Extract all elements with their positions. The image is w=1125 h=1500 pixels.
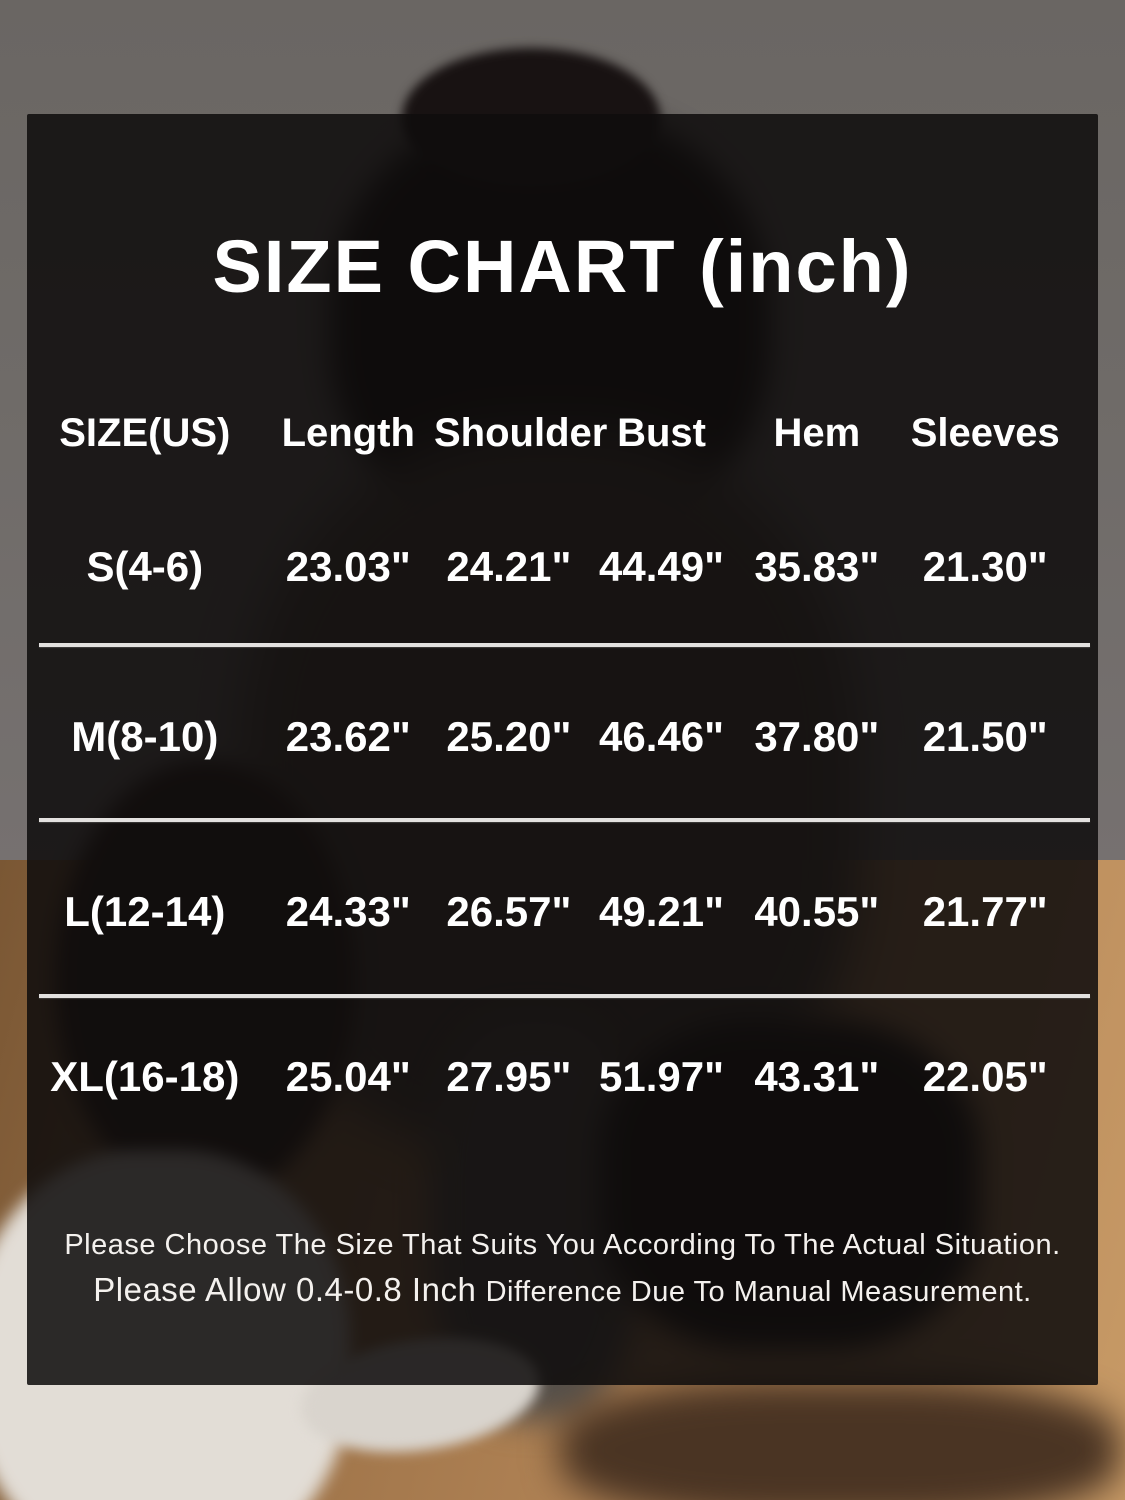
table-header-row xyxy=(27,407,1098,459)
bust-value: 46.46" xyxy=(599,713,725,760)
row-divider xyxy=(39,994,1090,998)
measurement-note xyxy=(47,1227,1078,1312)
bust-value: 44.49" xyxy=(599,543,725,590)
sleeves-value: 21.30" xyxy=(922,543,1048,590)
size-label: L(12-14) xyxy=(64,888,226,935)
table-row-l xyxy=(27,885,1098,939)
sleeves-value: 21.77" xyxy=(922,888,1048,935)
shoulder-value: 27.95" xyxy=(446,1053,572,1100)
shoulder-value: 25.20" xyxy=(446,713,572,760)
column-header-sleeves: Sleeves xyxy=(910,410,1060,455)
sleeves-value: 21.50" xyxy=(922,713,1048,760)
length-value: 25.04" xyxy=(285,1053,411,1100)
length-value: 23.62" xyxy=(285,713,411,760)
shoulder-value: 24.21" xyxy=(446,543,572,590)
shoulder-value: 26.57" xyxy=(446,888,572,935)
bust-value: 51.97" xyxy=(599,1053,725,1100)
column-header-bust: Bust xyxy=(617,410,706,455)
column-header-size: SIZE(US) xyxy=(59,410,231,455)
size-label: S(4-6) xyxy=(86,543,204,590)
column-header-hem: Hem xyxy=(773,410,861,455)
page-title: SIZE CHART (inch) xyxy=(212,225,913,308)
hem-value: 37.80" xyxy=(754,713,880,760)
note-line-2-rest: Difference Due To Manual Measurement. xyxy=(485,1275,1032,1308)
size-chart-content xyxy=(27,114,1098,1385)
table-row-m xyxy=(27,710,1098,764)
row-divider xyxy=(39,643,1090,647)
column-header-shoulder: Shoulder xyxy=(433,410,608,455)
hem-value: 40.55" xyxy=(754,888,880,935)
sleeves-value: 22.05" xyxy=(922,1053,1048,1100)
photo-floor-shadow xyxy=(560,1380,1120,1500)
bust-value: 49.21" xyxy=(599,888,725,935)
row-divider xyxy=(39,818,1090,822)
note-line-2 xyxy=(47,1269,1078,1312)
note-line-2-lead: Please Allow 0.4-0.8 Inch xyxy=(93,1270,477,1308)
column-header-length: Length xyxy=(281,410,415,455)
note-line-1: Please Choose The Size That Suits You According To The Actual Situation. xyxy=(64,1229,1061,1261)
length-value: 23.03" xyxy=(285,543,411,590)
table-row-xl xyxy=(27,1050,1098,1104)
length-value: 24.33" xyxy=(285,888,411,935)
table-row-s xyxy=(27,540,1098,594)
hem-value: 43.31" xyxy=(754,1053,880,1100)
hem-value: 35.83" xyxy=(754,543,880,590)
size-label: M(8-10) xyxy=(71,713,219,760)
size-label: XL(16-18) xyxy=(50,1053,240,1100)
